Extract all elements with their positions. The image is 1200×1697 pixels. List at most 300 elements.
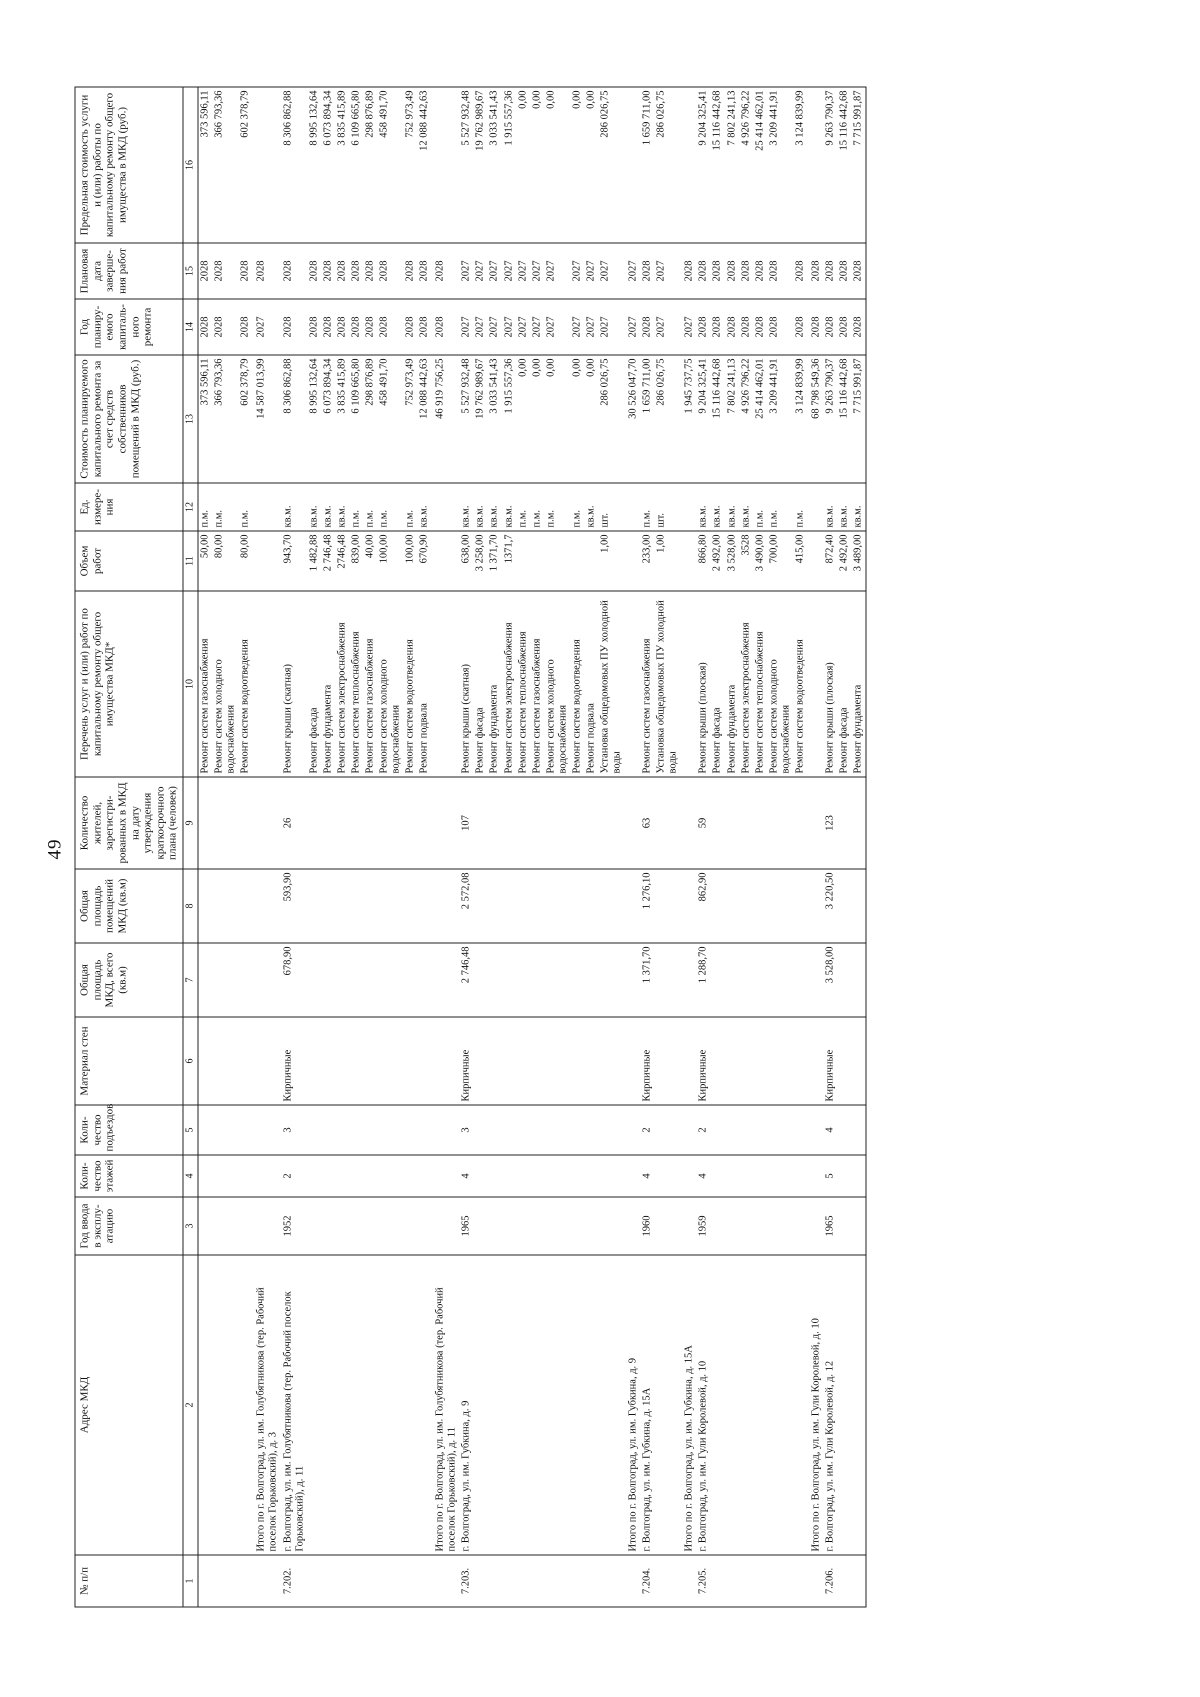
end-year-cell: 2028 (431, 243, 459, 299)
floors-cell (544, 1155, 570, 1197)
cost-cell: 14 587 013,99 (252, 355, 280, 483)
total-area-cell (377, 943, 403, 1017)
total-area-cell (473, 943, 487, 1017)
entrances-cell (570, 1105, 584, 1155)
table-row (238, 87, 252, 1607)
limit-cost-cell: 8 995 132,64 (307, 87, 321, 243)
total-area-cell (252, 943, 280, 1017)
limit-cost-cell: 0,00 (544, 87, 570, 243)
total-area-cell: 2 746,48 (459, 943, 473, 1017)
rooms-area-cell (307, 869, 321, 943)
entrances-cell (335, 1105, 349, 1155)
volume-cell (252, 531, 280, 591)
residents-cell: 123 (823, 777, 837, 869)
table-row (725, 87, 739, 1607)
cost-cell: 25 414 462,01 (753, 355, 767, 483)
wall-material-cell (321, 1017, 335, 1105)
wall-material-cell: Кирпичные (640, 1017, 654, 1105)
address-cell: г. Волгоград, ул. им. Гули Королевой, д. 12 (823, 1255, 837, 1555)
plan-year-cell: 2028 (307, 299, 321, 355)
entrances-cell (487, 1105, 501, 1155)
end-year-cell: 2027 (502, 243, 516, 299)
plan-year-cell: 2027 (570, 299, 584, 355)
entrances-cell (307, 1105, 321, 1155)
row-number (198, 1555, 213, 1607)
wall-material-cell (851, 1017, 866, 1105)
unit-cell (431, 483, 459, 531)
row-number (212, 1555, 238, 1607)
total-area-cell (570, 943, 584, 1017)
end-year-cell: 2028 (281, 243, 307, 299)
floors-cell (363, 1155, 377, 1197)
plan-year-cell: 2027 (598, 299, 624, 355)
wall-material-cell (363, 1017, 377, 1105)
address-cell (403, 1255, 417, 1555)
header-cell: Материал стен (75, 1017, 183, 1105)
wall-material-cell (584, 1017, 598, 1105)
header-cell: Год планиру-емого капиталь-ного ремонта (75, 299, 183, 355)
residents-cell (753, 777, 767, 869)
year-cell (377, 1197, 403, 1255)
address-cell (598, 1255, 624, 1555)
end-year-cell: 2028 (851, 243, 866, 299)
table-row (212, 87, 238, 1607)
year-cell (403, 1197, 417, 1255)
total-area-cell (767, 943, 793, 1017)
plan-year-cell: 2028 (739, 299, 753, 355)
volume-cell: 2 746,48 (321, 531, 335, 591)
table-row (377, 87, 403, 1607)
cost-cell: 8 995 132,64 (307, 355, 321, 483)
row-number (851, 1555, 866, 1607)
cost-cell: 602 378,79 (238, 355, 252, 483)
residents-cell (516, 777, 530, 869)
floors-cell (725, 1155, 739, 1197)
unit-cell: кв.м. (823, 483, 837, 531)
wall-material-cell (377, 1017, 403, 1105)
entrances-cell (725, 1105, 739, 1155)
volume-cell: 80,00 (238, 531, 252, 591)
year-cell (654, 1197, 680, 1255)
row-number (377, 1555, 403, 1607)
address-cell (584, 1255, 598, 1555)
plan-year-cell: 2028 (640, 299, 654, 355)
volume-cell (516, 531, 530, 591)
limit-cost-cell (680, 87, 696, 243)
total-row (807, 87, 823, 1607)
column-number: 10 (183, 591, 198, 777)
year-cell: 1952 (281, 1197, 307, 1255)
plan-year-cell: 2028 (321, 299, 335, 355)
year-cell (680, 1197, 696, 1255)
wall-material-cell (624, 1017, 640, 1105)
plan-year-cell: 2027 (530, 299, 544, 355)
residents-cell (252, 777, 280, 869)
total-area-cell: 3 528,00 (823, 943, 837, 1017)
end-year-cell: 2028 (252, 243, 280, 299)
year-cell (570, 1197, 584, 1255)
cost-cell: 9 204 325,41 (696, 355, 710, 483)
page-number: 49 (44, 838, 65, 859)
volume-cell: 233,00 (640, 531, 654, 591)
year-cell: 1960 (640, 1197, 654, 1255)
cost-cell: 46 919 756,25 (431, 355, 459, 483)
address-cell (321, 1255, 335, 1555)
address-cell: Итого по г. Волгоград, ул. им. Голубятникова (тер. Рабочий поселок Горьковский), д. 11 (431, 1255, 459, 1555)
column-number: 7 (183, 943, 198, 1017)
wall-material-cell (349, 1017, 363, 1105)
limit-cost-cell: 7 802 241,13 (725, 87, 739, 243)
rooms-area-cell (570, 869, 584, 943)
table-row (335, 87, 349, 1607)
address-cell: г. Волгоград, ул. им. Губкина, д. 9 (459, 1255, 473, 1555)
column-number: 12 (183, 483, 198, 531)
volume-cell: 670,90 (417, 531, 431, 591)
residents-cell (793, 777, 807, 869)
total-area-cell (851, 943, 866, 1017)
table-row (417, 87, 431, 1607)
column-number: 4 (183, 1155, 198, 1197)
limit-cost-cell (252, 87, 280, 243)
row-number (570, 1555, 584, 1607)
floors-cell (654, 1155, 680, 1197)
year-cell (710, 1197, 724, 1255)
floors-cell (252, 1155, 280, 1197)
rooms-area-cell (377, 869, 403, 943)
residents-cell (807, 777, 823, 869)
plan-year-cell: 2028 (767, 299, 793, 355)
rooms-area-cell: 2 572,08 (459, 869, 473, 943)
entrances-cell (321, 1105, 335, 1155)
rooms-area-cell (487, 869, 501, 943)
wall-material-cell (710, 1017, 724, 1105)
plan-year-cell: 2028 (349, 299, 363, 355)
table-row (530, 87, 544, 1607)
end-year-cell: 2028 (640, 243, 654, 299)
volume-cell: 2746,48 (335, 531, 349, 591)
residents-cell (198, 777, 213, 869)
year-cell (473, 1197, 487, 1255)
entrances-cell (680, 1105, 696, 1155)
table-row (696, 87, 710, 1607)
year-cell (431, 1197, 459, 1255)
total-area-cell (807, 943, 823, 1017)
address-cell (212, 1255, 238, 1555)
year-cell (530, 1197, 544, 1255)
end-year-cell: 2028 (739, 243, 753, 299)
residents-cell (349, 777, 363, 869)
limit-cost-cell: 6 109 665,80 (349, 87, 363, 243)
row-number (807, 1555, 823, 1607)
limit-cost-cell: 8 306 862,88 (281, 87, 307, 243)
table-row (823, 87, 837, 1607)
header-cell: Объем работ (75, 531, 183, 591)
row-number: 7.202. (281, 1555, 307, 1607)
floors-cell (212, 1155, 238, 1197)
limit-cost-cell: 1 659 711,00 (640, 87, 654, 243)
end-year-cell: 2028 (377, 243, 403, 299)
address-cell (530, 1255, 544, 1555)
volume-cell: 1 482,88 (307, 531, 321, 591)
limit-cost-cell: 25 414 462,01 (753, 87, 767, 243)
rooms-area-cell (753, 869, 767, 943)
volume-cell (530, 531, 544, 591)
year-cell (753, 1197, 767, 1255)
unit-cell (252, 483, 280, 531)
wall-material-cell (417, 1017, 431, 1105)
work-type-cell: Ремонт систем газоснабжения (198, 591, 213, 777)
end-year-cell: 2027 (487, 243, 501, 299)
work-type-cell: Ремонт систем электроснабжения (502, 591, 516, 777)
total-area-cell (654, 943, 680, 1017)
table-row (487, 87, 501, 1607)
floors-cell: 4 (640, 1155, 654, 1197)
volume-cell (570, 531, 584, 591)
entrances-cell (363, 1105, 377, 1155)
limit-cost-cell: 19 762 989,67 (473, 87, 487, 243)
work-type-cell: Ремонт фасада (473, 591, 487, 777)
residents-cell (680, 777, 696, 869)
cost-cell: 5 527 932,48 (459, 355, 473, 483)
limit-cost-cell: 366 793,36 (212, 87, 238, 243)
row-number (417, 1555, 431, 1607)
table-row (321, 87, 335, 1607)
unit-cell: п.м. (377, 483, 403, 531)
address-cell (377, 1255, 403, 1555)
work-type-cell: Ремонт систем водоотведения (403, 591, 417, 777)
total-area-cell (349, 943, 363, 1017)
rooms-area-cell (793, 869, 807, 943)
address-cell: г. Волгоград, ул. им. Гули Королевой, д. 10 (696, 1255, 710, 1555)
row-number (349, 1555, 363, 1607)
row-number (403, 1555, 417, 1607)
year-cell (502, 1197, 516, 1255)
address-cell (851, 1255, 866, 1555)
limit-cost-cell: 3 033 541,43 (487, 87, 501, 243)
year-cell: 1965 (823, 1197, 837, 1255)
plan-year-cell: 2028 (431, 299, 459, 355)
unit-cell: п.м. (640, 483, 654, 531)
limit-cost-cell: 286 026,75 (598, 87, 624, 243)
table-row (753, 87, 767, 1607)
plan-year-cell: 2027 (544, 299, 570, 355)
rooms-area-cell (349, 869, 363, 943)
row-number (238, 1555, 252, 1607)
rooms-area-cell (654, 869, 680, 943)
residents-cell (403, 777, 417, 869)
table-row (793, 87, 807, 1607)
cost-cell: 286 026,75 (654, 355, 680, 483)
unit-cell: п.м. (570, 483, 584, 531)
year-cell (584, 1197, 598, 1255)
rooms-area-cell (473, 869, 487, 943)
entrances-cell (624, 1105, 640, 1155)
floors-cell (307, 1155, 321, 1197)
row-number (363, 1555, 377, 1607)
plan-year-cell: 2027 (654, 299, 680, 355)
unit-cell: кв.м. (335, 483, 349, 531)
entrances-cell (212, 1105, 238, 1155)
work-type-cell: Ремонт фундамента (487, 591, 501, 777)
total-area-cell (516, 943, 530, 1017)
cost-cell: 0,00 (544, 355, 570, 483)
plan-year-cell: 2027 (516, 299, 530, 355)
entrances-cell (530, 1105, 544, 1155)
limit-cost-cell: 9 263 790,37 (823, 87, 837, 243)
residents-cell: 107 (459, 777, 473, 869)
column-number: 11 (183, 531, 198, 591)
floors-cell (516, 1155, 530, 1197)
address-cell: г. Волгоград, ул. им. Губкина, д. 15А (640, 1255, 654, 1555)
end-year-cell: 2028 (307, 243, 321, 299)
volume-cell: 943,70 (281, 531, 307, 591)
row-number (584, 1555, 598, 1607)
end-year-cell: 2028 (710, 243, 724, 299)
unit-cell: п.м. (767, 483, 793, 531)
total-area-cell (753, 943, 767, 1017)
floors-cell (624, 1155, 640, 1197)
column-number: 2 (183, 1255, 198, 1555)
rooms-area-cell (212, 869, 238, 943)
wall-material-cell (767, 1017, 793, 1105)
address-cell (725, 1255, 739, 1555)
total-area-cell (321, 943, 335, 1017)
row-number (739, 1555, 753, 1607)
plan-year-cell: 2028 (710, 299, 724, 355)
floors-cell (431, 1155, 459, 1197)
year-cell (349, 1197, 363, 1255)
row-number (753, 1555, 767, 1607)
work-type-cell: Ремонт систем холодного водоснабжения (544, 591, 570, 777)
end-year-cell: 2027 (654, 243, 680, 299)
address-cell: Итого по г. Волгоград, ул. им. Губкина, д. 9 (624, 1255, 640, 1555)
total-area-cell (739, 943, 753, 1017)
unit-cell: п.м. (349, 483, 363, 531)
floors-cell (710, 1155, 724, 1197)
header-cell: Количество жителей, зарегистри-рованных в МКД на дату утверждения краткосрочного плана (человек) (75, 777, 183, 869)
residents-cell (851, 777, 866, 869)
table-row (570, 87, 584, 1607)
address-cell (198, 1255, 213, 1555)
residents-cell (570, 777, 584, 869)
residents-cell (502, 777, 516, 869)
volume-cell: 3 489,00 (851, 531, 866, 591)
column-number: 3 (183, 1197, 198, 1255)
end-year-cell: 2027 (584, 243, 598, 299)
plan-year-cell: 2028 (725, 299, 739, 355)
column-number: 6 (183, 1017, 198, 1105)
address-cell (767, 1255, 793, 1555)
total-area-cell (431, 943, 459, 1017)
entrances-cell (349, 1105, 363, 1155)
address-cell (837, 1255, 851, 1555)
entrances-cell (598, 1105, 624, 1155)
rooms-area-cell (363, 869, 377, 943)
plan-year-cell: 2027 (502, 299, 516, 355)
table-row (502, 87, 516, 1607)
volume-cell: 872,40 (823, 531, 837, 591)
header-cell: Предельная стоимость услуги и (или) работы по капитальному ремонту общего имущества в МКД (руб.) (75, 87, 183, 243)
cost-cell: 286 026,75 (598, 355, 624, 483)
residents-cell (487, 777, 501, 869)
limit-cost-cell: 458 491,70 (377, 87, 403, 243)
work-type-cell: Ремонт систем холодного водоснабжения (377, 591, 403, 777)
residents-cell (725, 777, 739, 869)
rooms-area-cell: 1 276,10 (640, 869, 654, 943)
wall-material-cell (570, 1017, 584, 1105)
header-cell: Год ввода в эксплу-атацию (75, 1197, 183, 1255)
row-number (516, 1555, 530, 1607)
end-year-cell: 2028 (753, 243, 767, 299)
year-cell (725, 1197, 739, 1255)
row-number (793, 1555, 807, 1607)
work-type-cell (252, 591, 280, 777)
wall-material-cell (793, 1017, 807, 1105)
capital-repair-table (74, 86, 866, 1607)
year-cell (598, 1197, 624, 1255)
limit-cost-cell: 12 088 442,63 (417, 87, 431, 243)
limit-cost-cell: 298 876,89 (363, 87, 377, 243)
volume-cell: 638,00 (459, 531, 473, 591)
entrances-cell: 2 (640, 1105, 654, 1155)
year-cell (544, 1197, 570, 1255)
cost-cell: 6 073 894,34 (321, 355, 335, 483)
rooms-area-cell (431, 869, 459, 943)
unit-cell (680, 483, 696, 531)
cost-cell: 1 945 737,75 (680, 355, 696, 483)
floors-cell (502, 1155, 516, 1197)
plan-year-cell: 2028 (807, 299, 823, 355)
address-cell (516, 1255, 530, 1555)
work-type-cell: Ремонт крыши (скатная) (281, 591, 307, 777)
residents-cell (598, 777, 624, 869)
residents-cell (417, 777, 431, 869)
plan-year-cell: 2028 (335, 299, 349, 355)
volume-cell (807, 531, 823, 591)
floors-cell: 2 (281, 1155, 307, 1197)
end-year-cell: 2028 (696, 243, 710, 299)
rooms-area-cell (530, 869, 544, 943)
total-area-cell (487, 943, 501, 1017)
rooms-area-cell (739, 869, 753, 943)
rooms-area-cell (321, 869, 335, 943)
floors-cell (753, 1155, 767, 1197)
work-type-cell (431, 591, 459, 777)
floors-cell: 4 (696, 1155, 710, 1197)
total-area-cell (710, 943, 724, 1017)
unit-cell: кв.м. (837, 483, 851, 531)
address-cell (654, 1255, 680, 1555)
row-number (710, 1555, 724, 1607)
end-year-cell: 2027 (544, 243, 570, 299)
end-year-cell: 2028 (335, 243, 349, 299)
table-row (598, 87, 624, 1607)
year-cell (198, 1197, 213, 1255)
limit-cost-cell: 1 915 557,36 (502, 87, 516, 243)
rooms-area-cell (403, 869, 417, 943)
end-year-cell: 2027 (624, 243, 640, 299)
cost-cell: 7 802 241,13 (725, 355, 739, 483)
wall-material-cell (252, 1017, 280, 1105)
entrances-cell (851, 1105, 866, 1155)
wall-material-cell (212, 1017, 238, 1105)
address-cell (544, 1255, 570, 1555)
wall-material-cell (516, 1017, 530, 1105)
unit-cell: п.м. (198, 483, 213, 531)
year-cell (335, 1197, 349, 1255)
entrances-cell (753, 1105, 767, 1155)
cost-cell: 373 596,11 (198, 355, 213, 483)
